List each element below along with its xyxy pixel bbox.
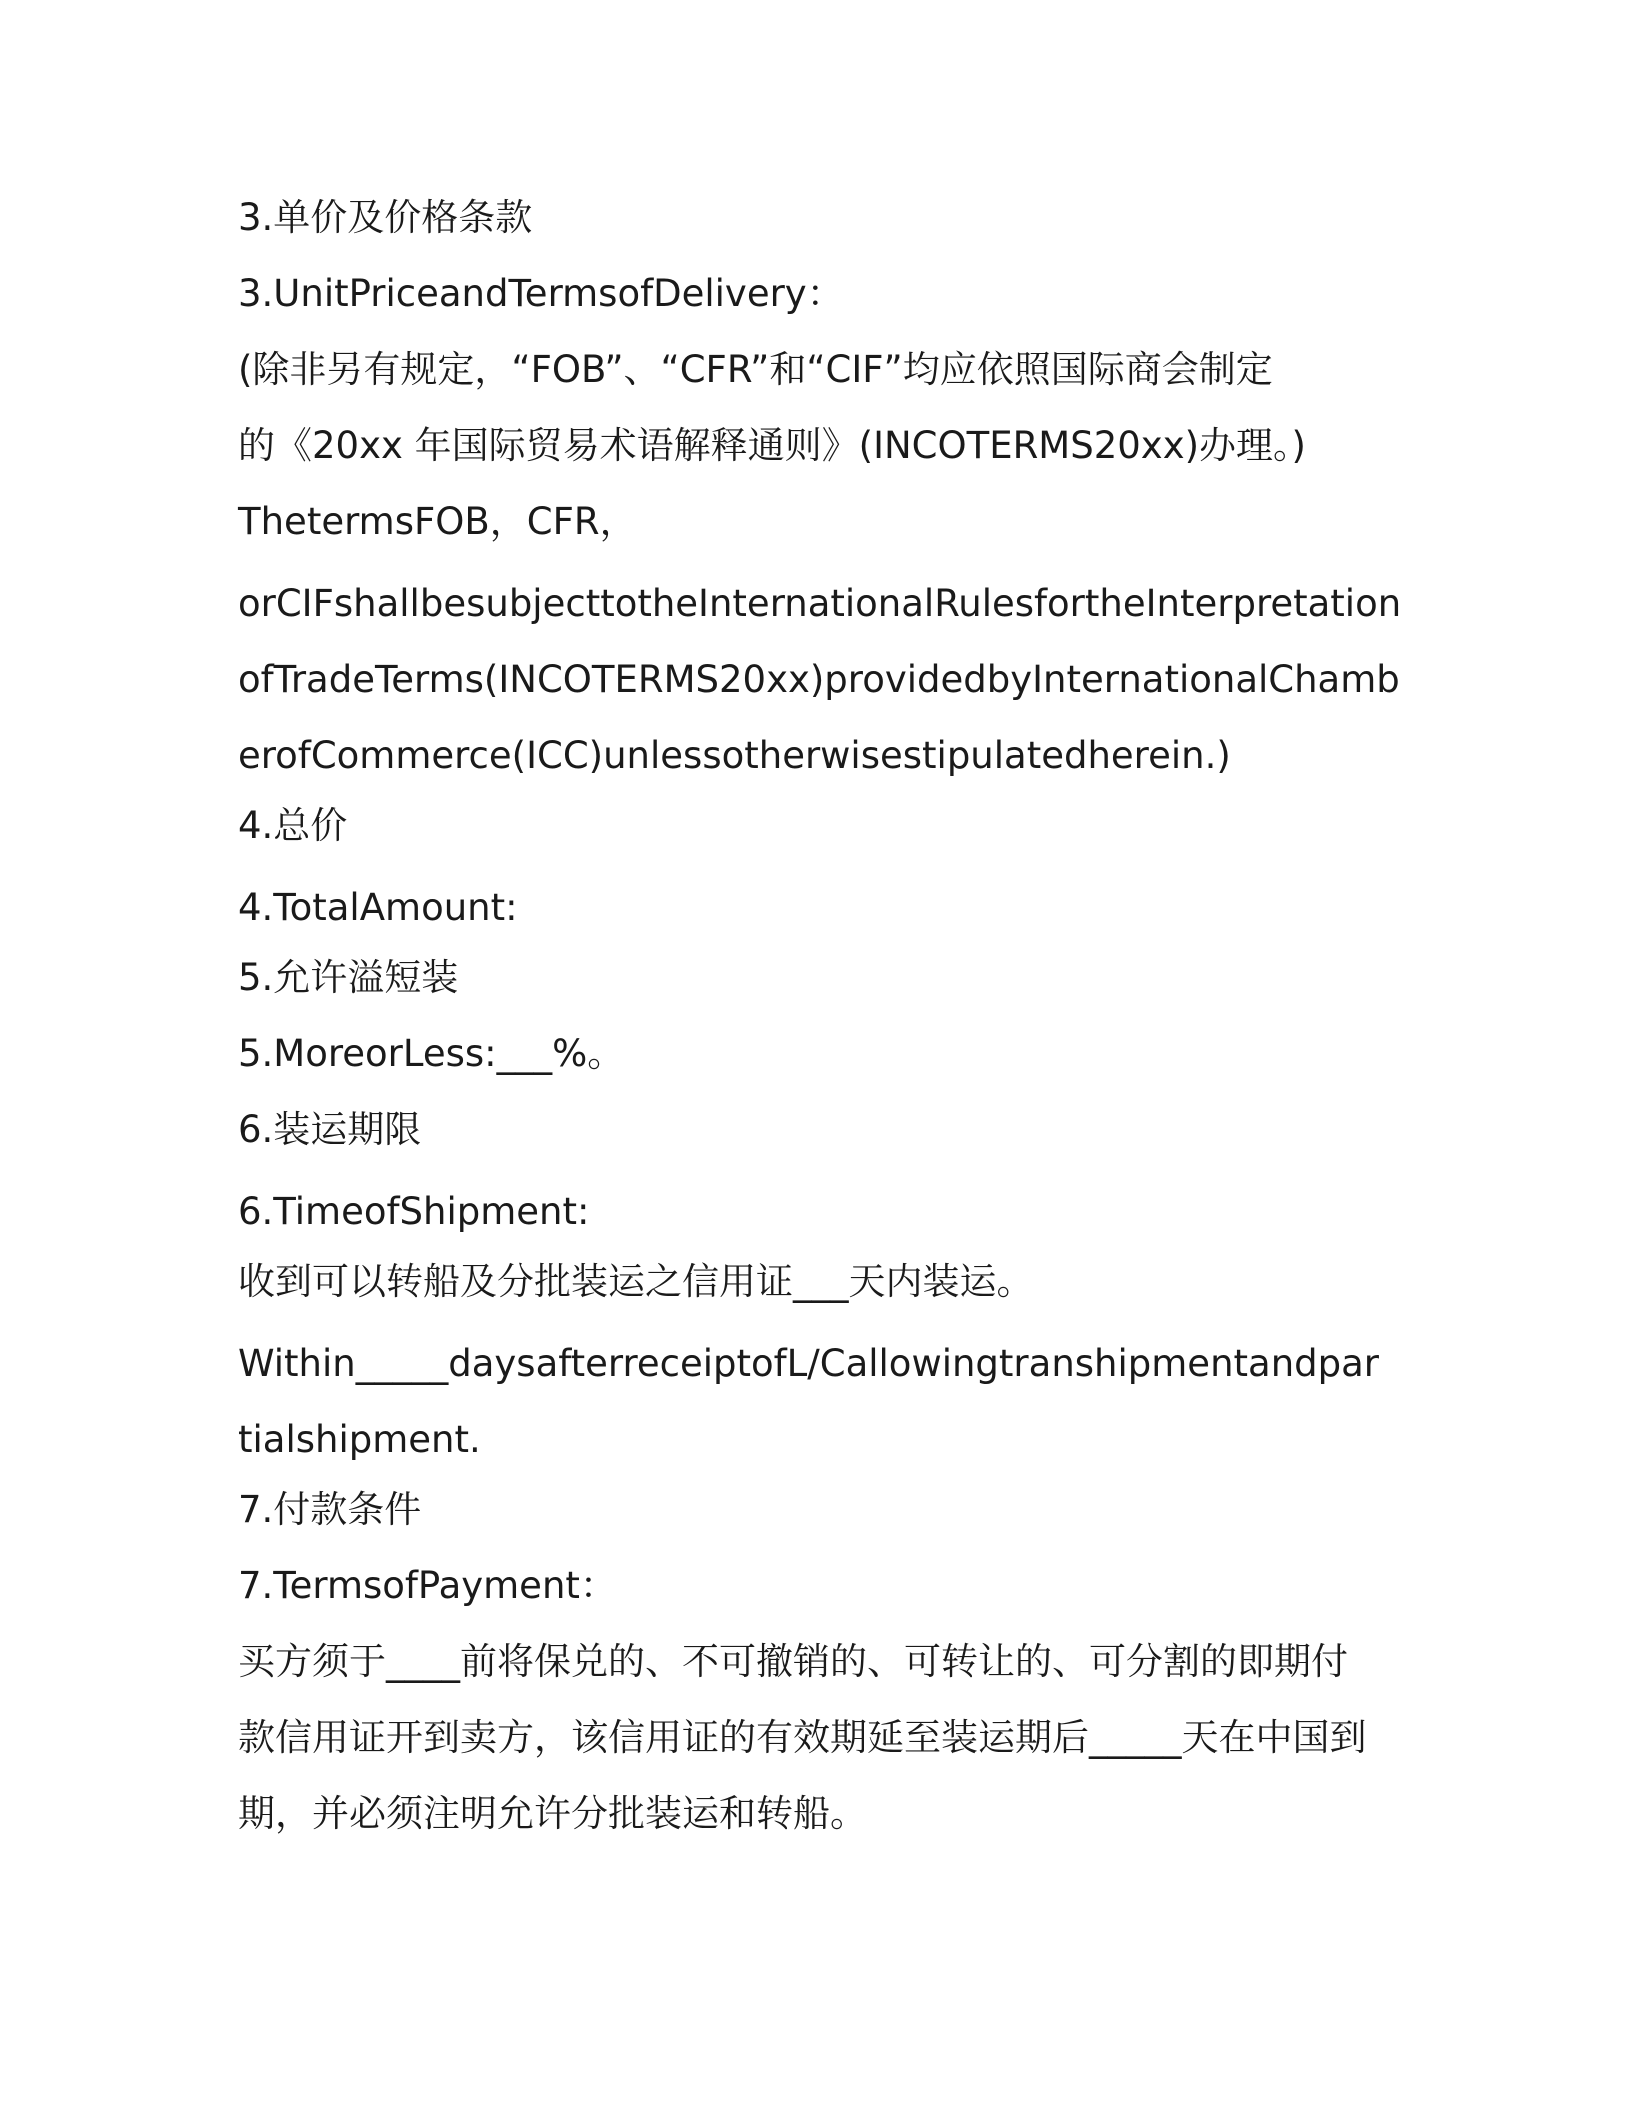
paragraph-incoterms-zh-1: (除非另有规定，“FOB”、“CFR”和“CIF”均应依照国际商会制定 — [238, 348, 1273, 391]
heading-shipment-en: 6.TimeofShipment: — [238, 1190, 590, 1233]
paragraph-shipment-zh: 收到可以转船及分批装运之信用证___天内装运。 — [238, 1260, 1034, 1303]
heading-more-or-less-en: 5.MoreorLess:___%。 — [238, 1032, 625, 1075]
heading-payment-zh: 7.付款条件 — [238, 1488, 422, 1531]
paragraph-incoterms-en-4: erofCommerce(ICC)unlessotherwisestipulatedherein.) — [238, 734, 1231, 777]
heading-shipment-zh: 6.装运期限 — [238, 1108, 422, 1151]
paragraph-payment-zh-3: 期，并必须注明允许分批装运和转船。 — [238, 1792, 867, 1835]
paragraph-payment-zh-2: 款信用证开到卖方，该信用证的有效期延至装运期后_____天在中国到 — [238, 1716, 1367, 1759]
heading-unit-price-zh: 3.单价及价格条款 — [238, 196, 533, 239]
heading-payment-en: 7.TermsofPayment： — [238, 1564, 617, 1607]
paragraph-shipment-en-1: Within_____daysafterreceiptofL/Callowingtranshipmentandpar — [238, 1342, 1380, 1385]
heading-unit-price-en: 3.UnitPriceandTermsofDelivery： — [238, 272, 844, 315]
paragraph-incoterms-en-2: orCIFshallbesubjecttotheInternationalRulesfortheInterpretation — [238, 582, 1402, 625]
paragraph-incoterms-en-1: ThetermsFOB，CFR， — [238, 500, 637, 543]
paragraph-shipment-en-2: tialshipment. — [238, 1418, 481, 1461]
paragraph-payment-zh-1: 买方须于____前将保兑的、不可撤销的、可转让的、可分割的即期付 — [238, 1640, 1348, 1683]
heading-total-en: 4.TotalAmount: — [238, 886, 518, 929]
heading-more-or-less-zh: 5.允许溢短装 — [238, 956, 459, 999]
paragraph-incoterms-zh-2: 的《20xx 年国际贸易术语解释通则》(INCOTERMS20xx)办理。) — [238, 424, 1306, 467]
paragraph-incoterms-en-3: ofTradeTerms(INCOTERMS20xx)providedbyInternationalChamb — [238, 658, 1400, 701]
heading-total-zh: 4.总价 — [238, 804, 348, 847]
